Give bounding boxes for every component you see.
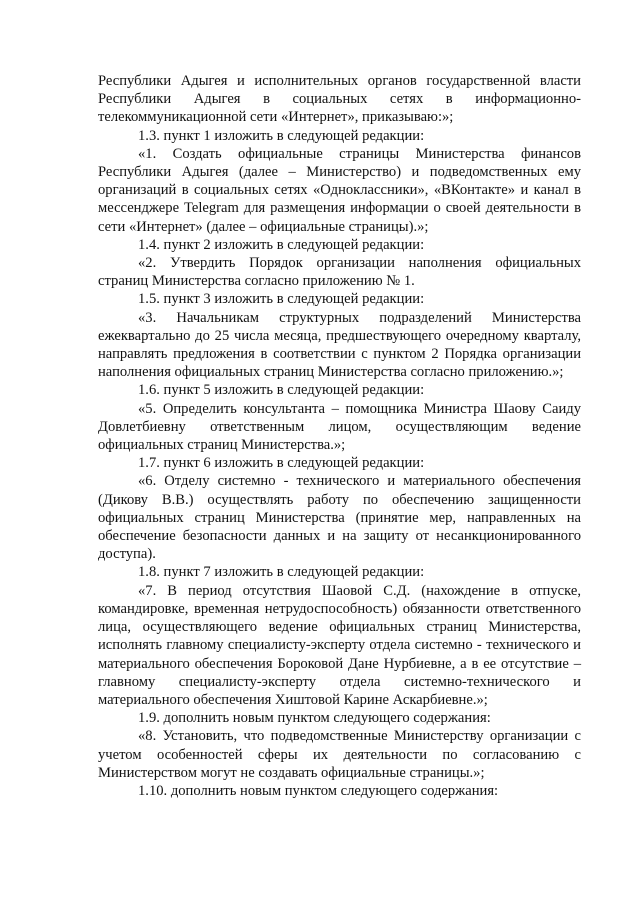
paragraph: 1.5. пункт 3 изложить в следующей редакции: [138,291,425,308]
paragraph: 1.8. пункт 7 изложить в следующей редакции: [138,564,425,581]
paragraph: 1.9. дополнить новым пунктом следующего содержания: [138,710,491,727]
paragraph: «3. Начальникам структурных подразделений Министерства ежеквартально до 25 числа месяца, предшествующего очередному кварталу, направлять предложения в соответствии с пунктом 2 Порядка организации наполнения официальных страниц Министерства согласно приложению.»; [98,309,581,381]
paragraph: 1.4. пункт 2 изложить в следующей редакции: [138,236,425,253]
paragraph: «6. Отделу системно - технического и материального обеспечения (Дикову В.В.) осуществлять работу по обеспечению защищенности официальных страниц Министерства (принятие мер, направленных на обеспечение безопасности данных и на защиту от несанкционированного доступа). [98,473,581,563]
paragraph: 1.6. пункт 5 изложить в следующей редакции: [138,382,425,399]
paragraph: «1. Создать официальные страницы Министерства финансов Республики Адыгея (далее – Министерство) и подведомственных ему организаций в социальных сетях «Одноклассники», «ВКонтакте» и канал в мессенджере Telegram для размещения информации о своей деятельности в сети «Интернет» (далее – официальные страницы).»; [98,145,581,235]
document-page [98,72,581,800]
paragraph: «5. Определить консультанта – помощника Министра Шаову Саиду Довлетбиевну ответственным лицом, осуществляющим ведение официальных страниц Министерства.»; [98,400,581,454]
paragraph: «7. В период отсутствия Шаовой С.Д. (нахождение в отпуске, командировке, временная нетрудоспособность) обязанности ответственного лица, осуществляющего ведение официальных страниц Министерства, исполнять главному специалисту-эксперту отдела системно - технического и материального обеспечения Бороковой Дане Нурбиевне, а в ее отсутствие – главному специалисту-эксперту отдела системно-технического и материального обеспечения Хиштовой Карине Аскарбиевне.»; [98,582,581,708]
paragraph: «8. Установить, что подведомственные Министерству организации с учетом особенностей сферы их деятельности по согласованию с Министерством могут не создавать официальные страницы.»; [98,728,581,781]
paragraph: Республики Адыгея и исполнительных органов государственной власти Республики Адыгея в социальных сетях в информационно-телекоммуникационной сети «Интернет», приказываю:»; [98,73,581,126]
paragraph: «2. Утвердить Порядок организации наполнения официальных страниц Министерства согласно приложению № 1. [98,255,581,290]
paragraph: 1.7. пункт 6 изложить в следующей редакции: [138,455,425,472]
paragraph: 1.10. дополнить новым пунктом следующего содержания: [138,782,499,799]
paragraph: 1.3. пункт 1 изложить в следующей редакции: [138,127,425,144]
